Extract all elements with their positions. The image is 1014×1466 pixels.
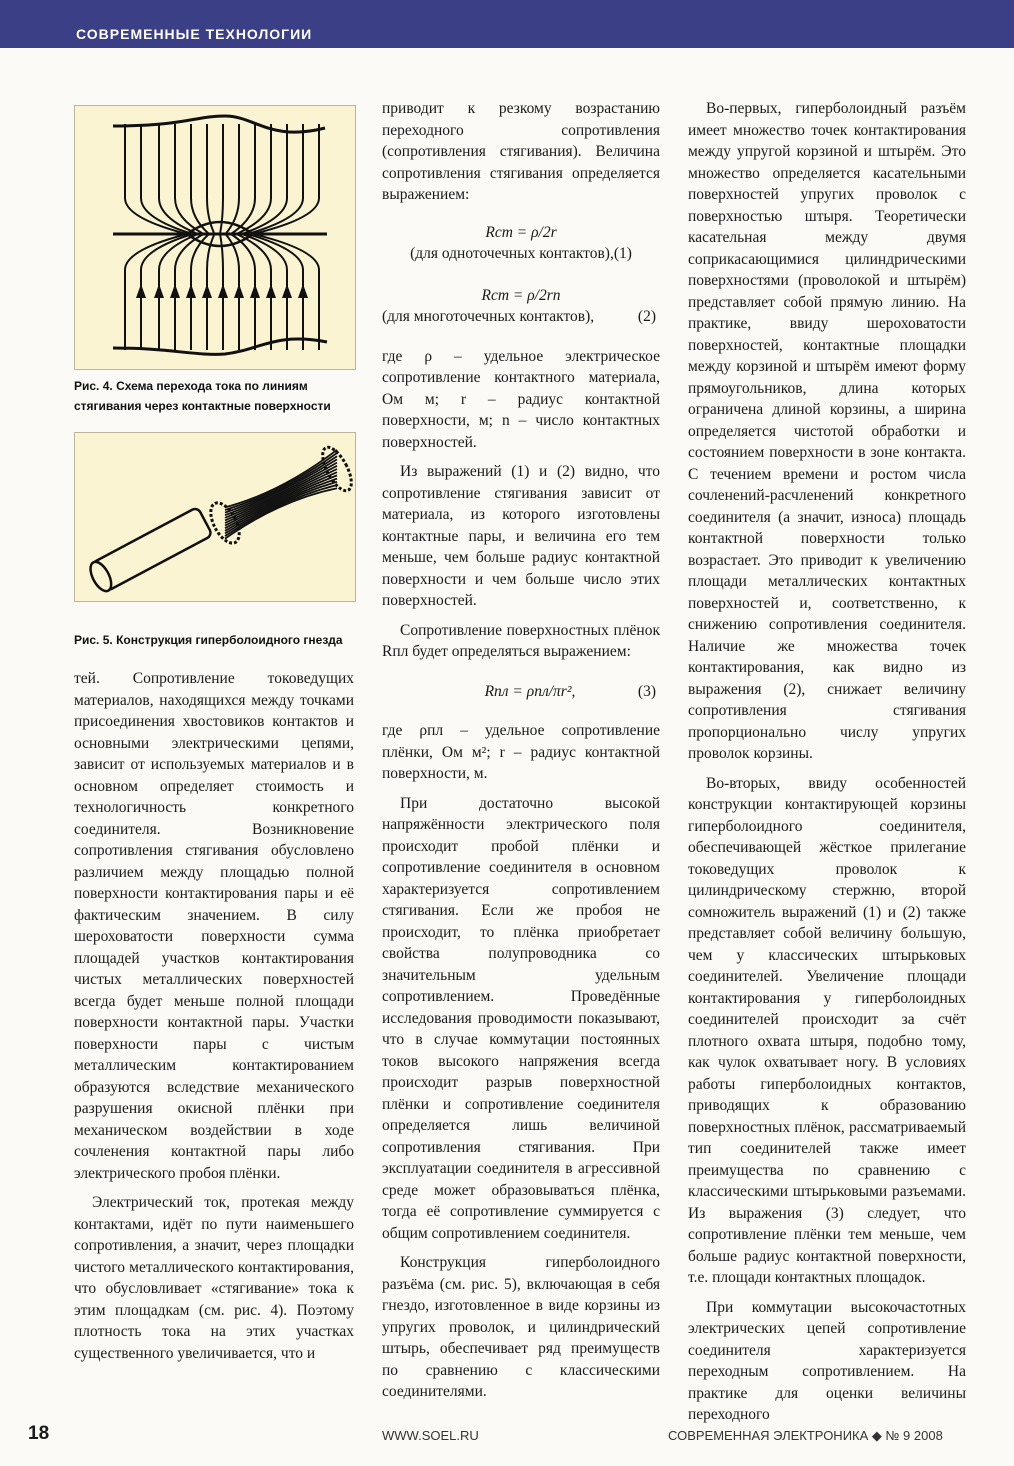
col2-paragraph-7: Конструкция гиперболоидного разъёма (см. рис. 5), включающая в себя гнездо, изготовленное в виде корзины из упругих проволок, и цилиндрический штырь, обеспечивает ряд преимуществ по сравнению с классическими соединителями. — [382, 1254, 660, 1400]
col1-paragraph-2: Электрический ток, протекая между контактами, идёт по пути наименьшего сопротивления, а значит, через площадки чистого металлического контактирования, что обусловливает «стягивание» тока к этим площадкам (см. рис. 4). Поэтому плотность тока на этих участках существенного увеличивается, что и — [74, 1194, 354, 1362]
fig4-current-lines — [125, 124, 319, 350]
col1-paragraph-1: тей. Сопротивление токоведущих материалов, находящихся между точками присоединения хвостовиков контактов и основными электрическими цепями, зависит от используемых материалов и в основном определяет стоимость и технологичность конкретного соединителя. Возникновение сопротивления стягивания обусловлено различием между площадью полной поверхности контактирования пары и её фактическим значением. В силу шероховатости поверхности сумма площадей участков контактирования чистых металлических поверхностей всегда будет меньше полной площади поверхности контактной пары. Участки поверхности пары с чистым металлическим контактированием образуются вследствие механического разрушения окисной плёнки при механическом воздействии в ходе сочленения контактной пары либо электрического пробоя плёнки. — [74, 670, 354, 1182]
fig4-arrowhead — [250, 284, 260, 298]
formula-3 — [382, 681, 660, 703]
figure-5-caption: Рис. 5. Конструкция гиперболоидного гнезда — [74, 633, 343, 647]
fig4-arrowhead — [282, 284, 292, 298]
fig5-pin — [86, 507, 212, 594]
figure-4-caption: Рис. 4. Схема перехода тока по линиям стягивания через контактные поверхности — [74, 379, 331, 413]
fig4-arrowhead — [266, 284, 276, 298]
formula-1-expression: Rст = ρ/2r — [485, 223, 557, 241]
col2-paragraph-3: Из выражений (1) и (2) видно, что сопротивление стягивания зависит от материала, из которого изготовлены контактные пары, и величина его тем меньше, чем больше радиус контактной поверхности и чем больше число этих поверхностей. — [382, 463, 660, 609]
fig4-current-line — [207, 124, 215, 350]
fig4-arrowhead — [298, 284, 308, 298]
formula-3-expression: Rпл = ρпл/πr², — [484, 682, 576, 700]
text-column-3 — [688, 98, 966, 1434]
fig4-current-line — [125, 124, 187, 350]
col2-paragraph-4: Сопротивление поверхностных плёнок Rпл будет определяться выражением: — [382, 621, 660, 660]
section-header-band — [0, 0, 1014, 48]
formula-1 — [382, 222, 660, 265]
text-column-1 — [74, 668, 354, 1372]
page-number: 18 — [28, 1423, 50, 1444]
formula-2 — [382, 285, 660, 328]
fig4-current-line — [141, 124, 193, 350]
fig5-basket-wires — [225, 450, 337, 539]
fig4-top-boundary — [113, 116, 325, 132]
text-column-2 — [382, 98, 660, 1411]
figure-4-current-lines — [74, 105, 356, 370]
figure-5-drawing — [75, 433, 355, 601]
col2-paragraph-5: где ρпл – удельное сопротивление плёнки, Ом м²; r – радиус контактной поверхности, м. — [382, 722, 660, 782]
formula-2-note: (для многоточечных контактов), — [382, 308, 595, 325]
col3-paragraph-3: При коммутации высокочастотных электрических цепей сопротивление соединителя характеризуется переходным сопротивлением. На практике для оценки величины переходного — [688, 1298, 966, 1423]
fig4-arrowhead — [170, 284, 180, 298]
formula-1-note: (для одноточечных контактов),(1) — [410, 245, 632, 262]
formula-3-number: (3) — [637, 682, 656, 700]
col2-paragraph-6: При достаточно высокой напряжённости электрического поля происходит пробой плёнки и сопротивление соединителя в основном характеризуется сопротивлением стягивания. Если же пробоя не происходит, то плёнка приобретает свойства полупроводника со значительным удельным сопротивлением. Проведённые исследования проводимости показывают, что в случае коммутации постоянных токов высокого напряжения всегда происходит разрыв поверхностной плёнки и сопротивление соединителя определяется лишь величиной сопротивления стягивания. При эксплуатации соединителя в агрессивной среде может образовываться плёнка, тогда её сопротивление суммируется с общим сопротивлением соединителя. — [382, 794, 660, 1242]
fig4-bottom-boundary — [113, 339, 327, 354]
fig4-arrowhead — [136, 284, 146, 298]
footer-journal: СОВРЕМЕННАЯ ЭЛЕКТРОНИКА ◆ № 9 2008 — [668, 1428, 943, 1443]
fig4-arrowhead — [154, 284, 164, 298]
footer-site: WWW.SOEL.RU — [382, 1428, 479, 1443]
formula-2-number: (2) — [637, 308, 656, 325]
fig4-arrowhead — [218, 284, 228, 298]
col3-paragraph-1: Во-первых, гиперболоидный разъём имеет множество точек контактирования между упругой корзиной и штырём. Это множество определяется касательными поверхностей упругих проволок с поверхностью штыря. Теоретически касательная между двумя соприкасающимися цилиндрическими поверхностями (проволокой и штырём) представляет собой прямую линию. На практике, ввиду шероховатости поверхностей, контактные площадки между корзиной и штырём имеют форму прямоугольников, длина которых ограничена длиной корзины, а ширина определяется чистотой обработки и состоянием поверхности в зоне контакта. С течением времени и ростом числа сочленений-расчленений конкретного соединителя (а значит, износа) площадь контактной поверхности только возрастает. Это приводит к увеличению площади металлических контактных поверхностей и, соответственно, к снижению сопротивления соединителя. Наличие же множества точек контактирования, как видно из выражения (2), снижает величину сопротивления стягивания пропорционально числу упругих проволок корзины. — [688, 100, 966, 762]
fig4-current-line — [220, 124, 223, 350]
section-title: СОВРЕМЕННЫЕ ТЕХНОЛОГИИ — [76, 26, 313, 42]
col3-paragraph-2: Во-вторых, ввиду особенностей конструкции контактирующей корзины гиперболоидного соединителя, обеспечивающей жёсткое прилегание токоведущих проволок к цилиндрическому стержню, второй сомножитель выражений (1) и (2) также представляет собой величину большую, чем у классических штырьковых соединителей. Увеличение площади контактирования у гиперболоидных соединителей происходит за счёт плотного охвата штыря, подобно тому, как чулок охватывает ногу. В условиях работы гиперболоидных контактов, приводящих к образованию поверхностных плёнок, рассматриваемый тип соединителей также имеет преимущества по сравнению с классическими штырьковыми разъемами. Из выражения (3) следует, что сопротивление плёнки тем меньше, чем больше радиус контактной поверхности, т.е. площади контактных площадок. — [688, 774, 966, 1286]
fig5-wire — [225, 469, 337, 523]
formula-2-expression: Rст = ρ/2rn — [481, 286, 561, 304]
figure-5-hyperboloid-socket — [74, 432, 356, 602]
col2-paragraph-1: приводит к резкому возрастанию переходного сопротивления (сопротивления стягивания). Величина сопротивления стягивания определяется выражением: — [382, 100, 660, 203]
col2-paragraph-2: где ρ – удельное электрическое сопротивление контактного материала, Ом м; r – радиус контактной поверхности, м; n – число контактных поверхностей. — [382, 347, 660, 451]
figure-4-drawing — [75, 106, 355, 369]
fig4-arrowhead — [186, 284, 196, 298]
fig4-arrowhead — [234, 284, 244, 298]
fig4-current-line — [226, 124, 240, 350]
fig4-arrowhead — [202, 284, 212, 298]
